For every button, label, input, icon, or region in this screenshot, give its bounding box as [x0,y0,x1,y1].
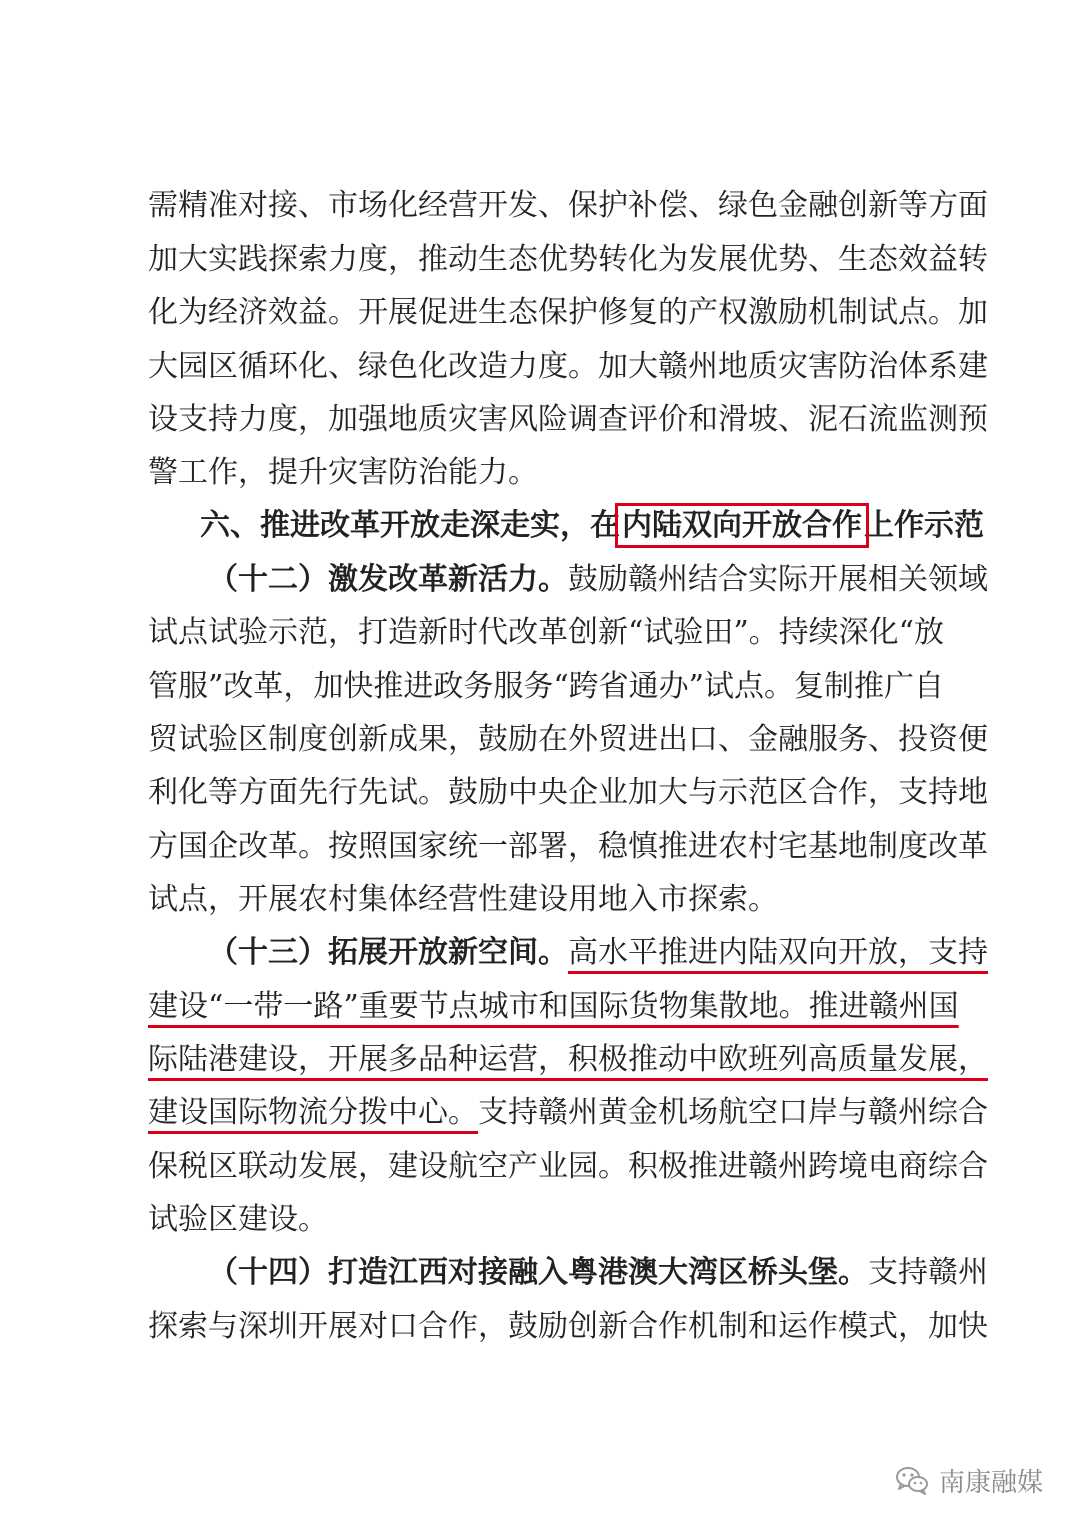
heading-boxed-highlight: 内陆双向开放合作 [622,508,862,543]
section12-first-line [208,560,988,600]
paragraph-line: 设支持力度，加强地质灾害风险调查评价和滑坡、泥石流监测预 [148,402,988,437]
heading-text: 六、推进改革开放走深走实，在 [200,508,620,543]
paragraph-line [148,1093,988,1133]
paragraph-line: 试点，开展农村集体经营性建设用地入市探索。 [148,882,778,917]
section13-first-line [208,933,988,973]
section-heading [200,506,984,546]
section14-text: 支持赣州 [868,1255,988,1290]
paragraph-line: 贸试验区制度创新成果，鼓励在外贸进出口、金融服务、投资便 [148,722,988,757]
paragraph-line [148,987,959,1027]
paragraph-line: 需精准对接、市场化经营开发、保护补偿、绿色金融创新等方面 [148,188,988,223]
paragraph-line: 利化等方面先行先试。鼓励中央企业加大与示范区合作，支持地 [148,775,988,810]
paragraph-line [148,1040,988,1080]
section14-title: （十四）打造江西对接融入粤港澳大湾区桥头堡。 [208,1255,868,1290]
paragraph-line: 保税区联动发展，建设航空产业园。积极推进赣州跨境电商综合 [148,1149,988,1184]
paragraph-line: 化为经济效益。开展促进生态保护修复的产权激励机制试点。加 [148,295,988,330]
paragraph-line: 探索与深圳开展对口合作，鼓励创新合作机制和运作模式，加快 [148,1309,988,1344]
section14-first-line [208,1253,988,1293]
paragraph-line: 大园区循环化、绿色化改造力度。加大赣州地质灾害防治体系建 [148,349,988,384]
section13-title: （十三）拓展开放新空间。 [208,935,568,970]
heading-text-tail: 上作示范 [864,508,984,543]
wechat-icon [895,1465,929,1495]
watermark-text: 南康融媒 [939,1467,1044,1498]
paragraph-line: 加大实践探索力度，推动生态优势转化为发展优势、生态效益转 [148,242,988,277]
paragraph-text: 支持赣州黄金机场航空口岸与赣州综合 [478,1095,988,1130]
underlined-text: 际陆港建设，开展多品种运营，积极推动中欧班列高质量发展， [148,1042,988,1077]
paragraph-line: 管服”改革，加快推进政务服务“跨省通办”试点。复制推广自 [148,669,945,704]
section12-title: （十二）激发改革新活力。 [208,562,568,597]
paragraph-line: 方国企改革。按照国家统一部署，稳慎推进农村宅基地制度改革 [148,829,988,864]
section12-text: 鼓励赣州结合实际开展相关领域 [568,562,988,597]
paragraph-line: 警工作，提升灾害防治能力。 [148,455,538,490]
underlined-text: 高水平推进内陆双向开放，支持 [568,935,988,970]
underlined-text: 建设“一带一路”重要节点城市和国际货物集散地。推进赣州国 [148,989,959,1024]
underlined-text: 建设国际物流分拨中心。 [148,1095,478,1130]
paragraph-line: 试点试验示范，打造新时代改革创新“试验田”。持续深化“放 [148,615,945,650]
watermark [895,1462,1043,1498]
paragraph-line: 试验区建设。 [148,1202,328,1237]
